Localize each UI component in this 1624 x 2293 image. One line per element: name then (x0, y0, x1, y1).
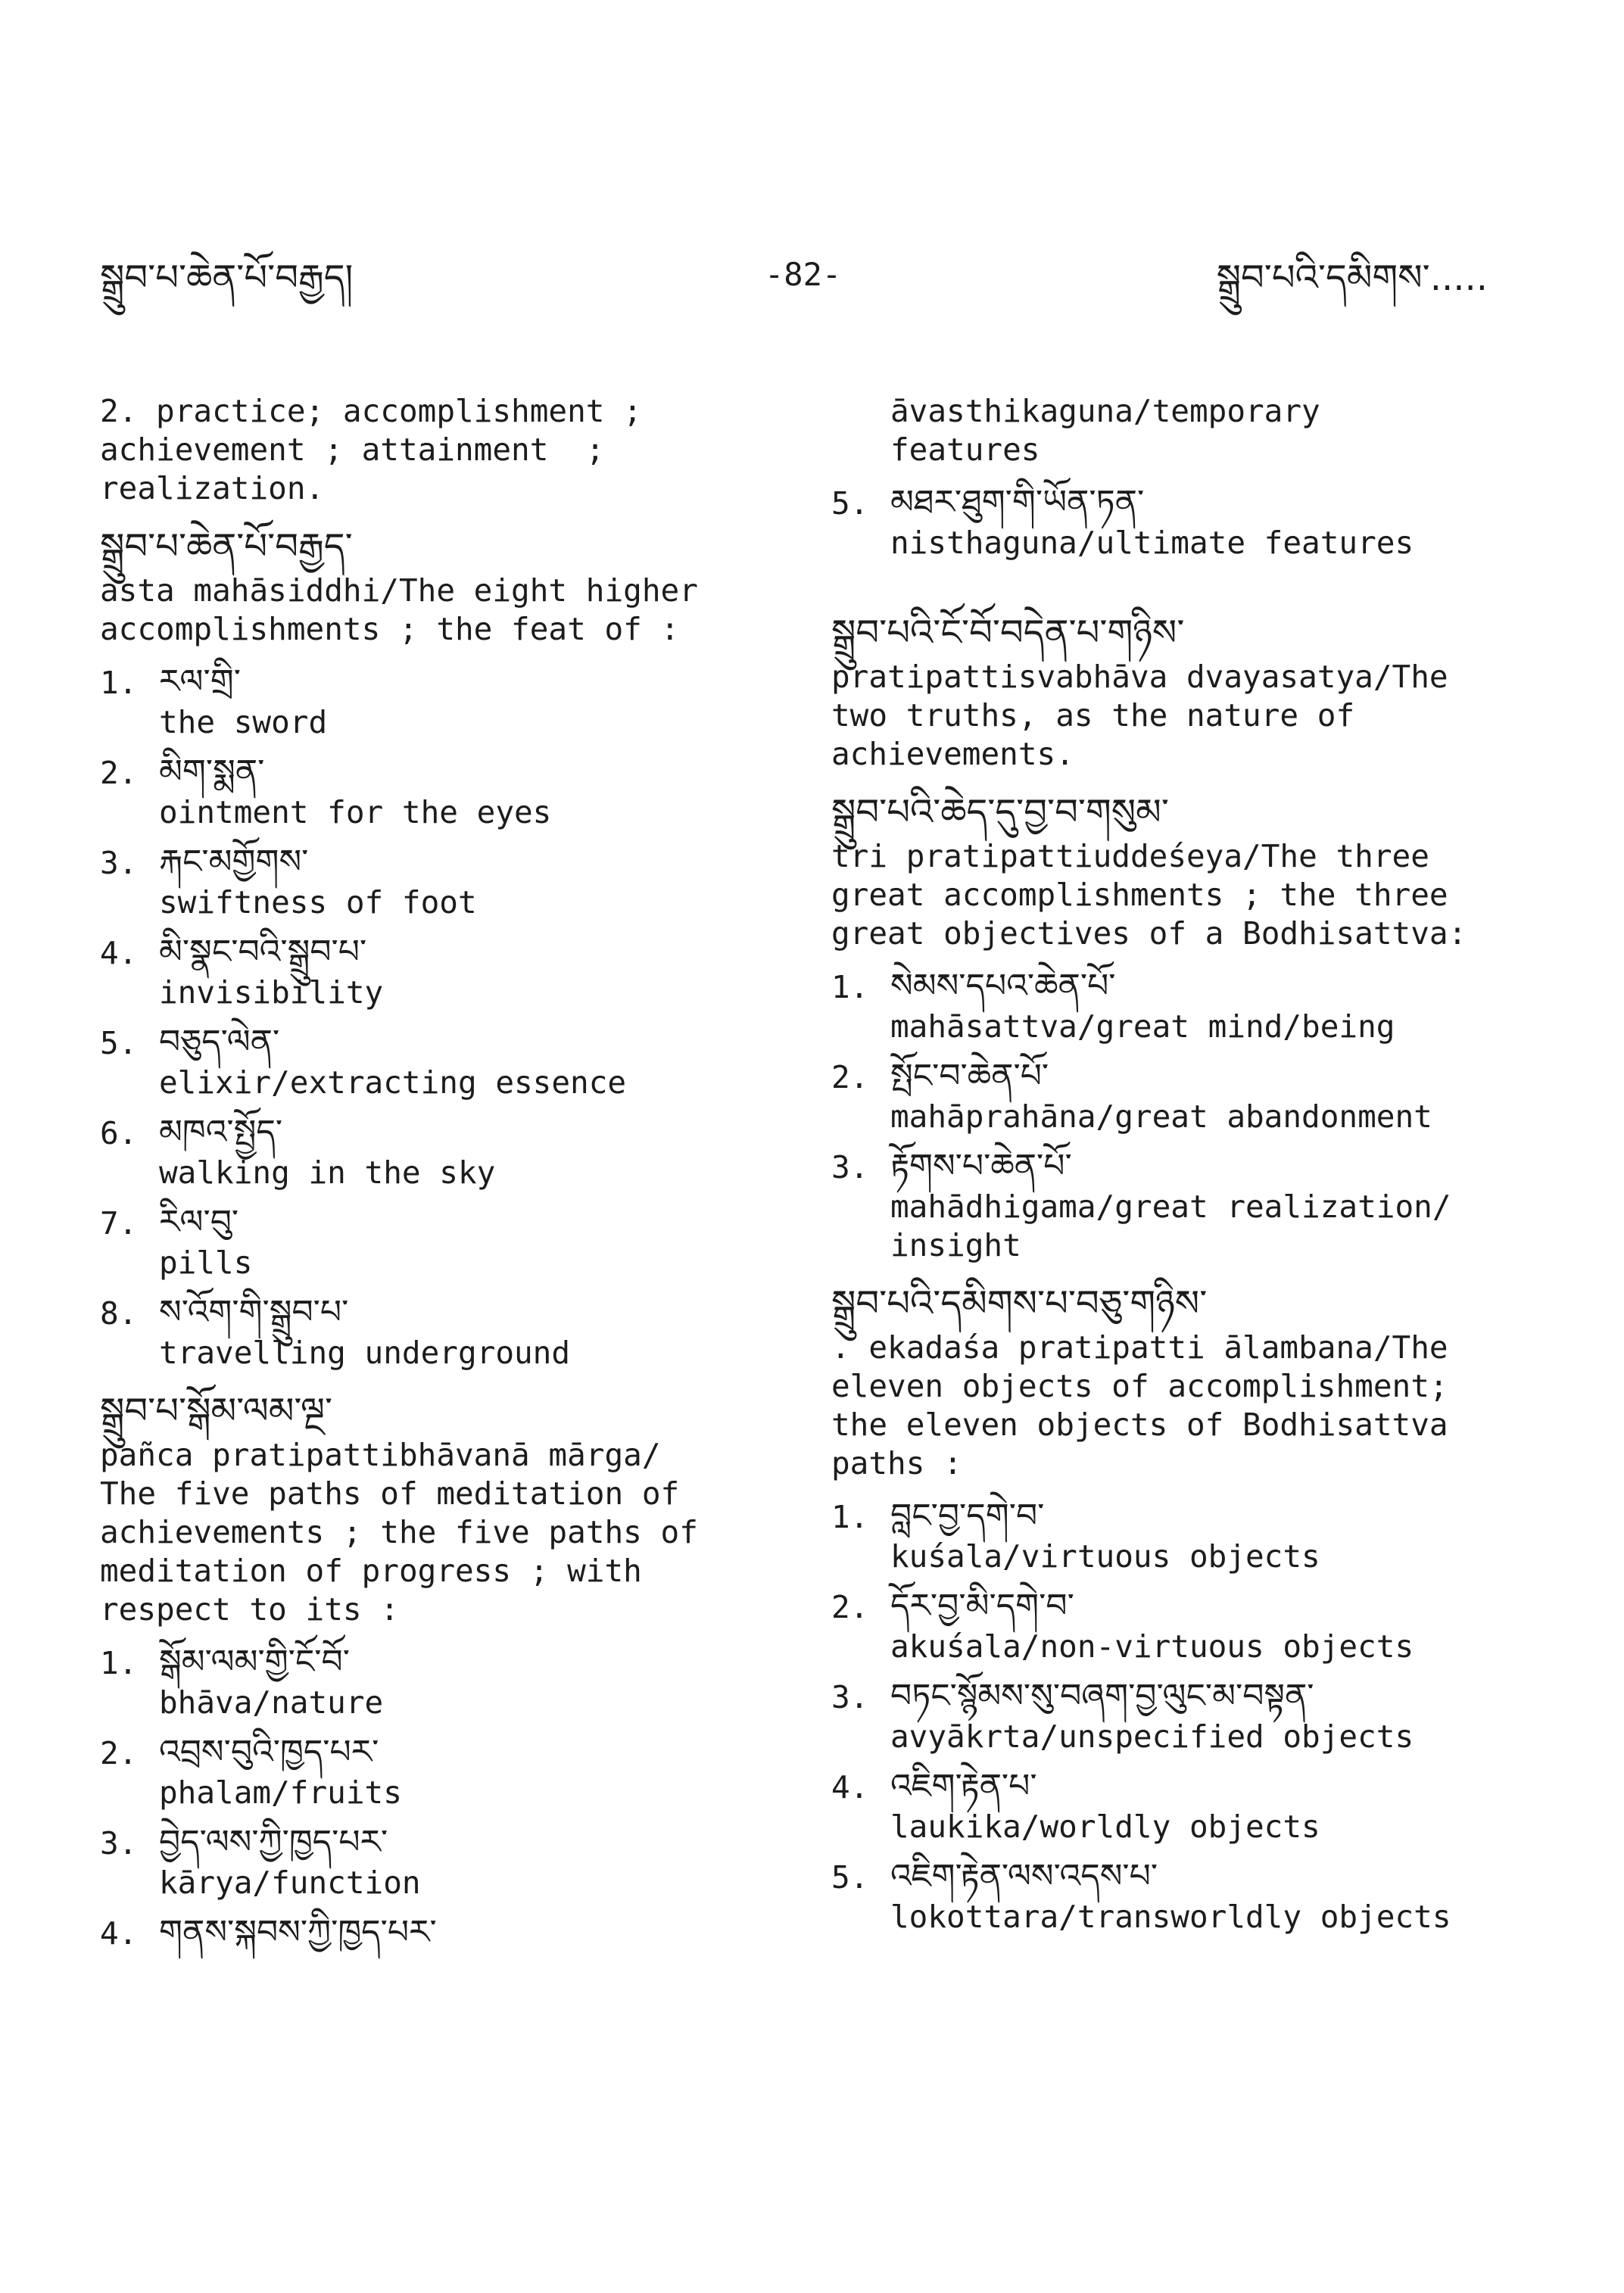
item-tibetan: རྐང་མགྱོགས་ (159, 843, 309, 881)
item-tibetan: སེམས་དཔའ་ཆེན་པོ་ (890, 967, 1116, 1005)
list-item (100, 661, 728, 742)
page-number: -82- (765, 256, 842, 293)
item-tibetan: འཇིག་རྟེན་པ་ (890, 1767, 1037, 1805)
list-item (100, 841, 728, 922)
list-item (100, 1911, 728, 1955)
item-tibetan: སྒོམ་ལམ་གྱི་ངོ་བོ་ (159, 1643, 350, 1681)
entry-headword: སྒྲུབ་པ་ཆེན་པོ་བརྒྱད་ (100, 525, 353, 568)
item-tibetan: སྤོང་བ་ཆེན་པོ་ (890, 1057, 1049, 1095)
entry-definition: achievements ; the five paths of (100, 1514, 698, 1550)
item-english: lokottara/transworldly objects (890, 1899, 1451, 1935)
entry-definition: pañca pratipattibhāvanā mārga/ (100, 1437, 661, 1473)
entry-definition: great accomplishments ; the three (831, 877, 1448, 913)
entry-definition: respect to its : (100, 1591, 399, 1628)
item-number: 4. (100, 1915, 138, 1952)
list-item (100, 1201, 728, 1282)
item-number: 5. (100, 1025, 138, 1061)
entry-headword: སྒྲུབ་པའི་ངོ་བོ་བདེན་པ་གཉིས་ (831, 612, 1185, 654)
entry-definition: paths : (831, 1445, 962, 1481)
item-tibetan: གནས་སྐབས་ཀྱི་ཁྱད་པར་ (159, 1913, 437, 1952)
item-number: 7. (100, 1205, 138, 1242)
item-tibetan: བླང་བྱ་དགེ་བ་ (890, 1497, 1045, 1535)
item-tibetan: དོར་བྱ་མི་དགེ་བ་ (890, 1587, 1074, 1625)
entry-headword: སྒྲུབ་པའི་ཆེད་དུ་བྱ་བ་གསུམ་ (831, 791, 1169, 833)
entry-headword: སྒྲུབ་པ་སྒོམ་ལམ་ལྔ་ (100, 1390, 333, 1432)
item-english: phalam/fruits (159, 1774, 402, 1811)
list-item (831, 1855, 1513, 1936)
item-tibetan: བཅུད་ལེན་ (159, 1023, 280, 1061)
item-number: 2. (831, 1059, 869, 1095)
running-head-right: སྒྲུབ་པའི་དམིགས་..... (1216, 257, 1488, 299)
item-number: 5. (831, 485, 869, 522)
item-english: nisthaguna/ultimate features (890, 525, 1414, 561)
item-number: 5. (831, 1859, 869, 1896)
list-item (100, 1291, 728, 1372)
list-item (100, 1021, 728, 1102)
item-number: 1. (100, 1645, 138, 1681)
item-tibetan: རྟོགས་པ་ཆེན་པོ་ (890, 1147, 1072, 1185)
item-number: 4. (831, 1769, 869, 1805)
continuation-line: features (890, 431, 1040, 468)
list-item (100, 1111, 728, 1192)
entry-definition: tri pratipattiuddeśeya/The three (831, 838, 1429, 874)
item-number: 2. (100, 755, 138, 791)
item-number: 4. (100, 935, 138, 971)
item-english: avyākrta/unspecified objects (890, 1718, 1414, 1755)
item-tibetan: རལ་གྲི་ (159, 662, 241, 701)
entry-definition: meditation of progress ; with (100, 1553, 642, 1589)
item-english: invisibility (159, 974, 384, 1011)
item-number: 1. (831, 1499, 869, 1535)
item-english: insight (890, 1227, 1021, 1263)
list-item (100, 751, 728, 832)
list-item (831, 1495, 1513, 1576)
list-item (100, 1641, 728, 1722)
item-tibetan: མཐར་ཐུག་གི་ཡོན་ཏན་ (890, 483, 1145, 522)
list-item (831, 1675, 1513, 1756)
entry-definition: asta mahāsiddhi/The eight higher (100, 572, 698, 609)
item-english: pills (159, 1245, 253, 1281)
item-number: 3. (100, 845, 138, 881)
item-english: swiftness of foot (159, 884, 477, 921)
list-item (831, 481, 1513, 562)
item-tibetan: རིལ་བུ་ (159, 1203, 239, 1242)
item-tibetan: མིག་སྨན་ (159, 752, 265, 791)
intro-line: 2. practice; accomplishment ; (100, 393, 642, 429)
entry-headword: སྒྲུབ་པའི་དམིགས་པ་བཅུ་གཉིས་ (831, 1282, 1208, 1325)
item-english: mahādhigama/great realization/ (890, 1189, 1451, 1225)
item-english: travelling underground (159, 1335, 571, 1371)
entry-definition: accomplishments ; the feat of : (100, 611, 680, 647)
item-number: 6. (100, 1115, 138, 1151)
entry-definition: the eleven objects of Bodhisattva (831, 1407, 1448, 1443)
list-item (100, 1821, 728, 1902)
item-tibetan: བྱེད་ལས་ཀྱི་ཁྱད་པར་ (159, 1823, 388, 1862)
entry-definition: great objectives of a Bodhisattva: (831, 915, 1467, 952)
item-number: 1. (831, 969, 869, 1005)
item-number: 3. (100, 1825, 138, 1862)
list-item (831, 1145, 1513, 1265)
item-english: laukika/worldly objects (890, 1809, 1320, 1845)
list-item (831, 1055, 1513, 1136)
item-number: 1. (100, 665, 138, 701)
item-english: mahāprahāna/great abandonment (890, 1098, 1432, 1135)
item-tibetan: འཇིག་རྟེན་ལས་འདས་པ་ (890, 1857, 1158, 1896)
list-item (100, 931, 728, 1012)
intro-line: achievement ; attainment ; (100, 431, 605, 468)
item-english: kārya/function (159, 1865, 421, 1901)
intro-line: realization. (100, 470, 325, 506)
list-item (831, 965, 1513, 1046)
item-tibetan: འབྲས་བུའི་ཁྱད་པར་ (159, 1733, 379, 1771)
item-english: ointment for the eyes (159, 794, 552, 830)
list-item (100, 1731, 728, 1812)
item-english: kuśala/virtuous objects (890, 1538, 1320, 1575)
item-number: 2. (100, 1735, 138, 1771)
list-item (831, 1585, 1513, 1666)
item-number: 2. (831, 1589, 869, 1625)
entry-definition: pratipattisvabhāva dvayasatya/The (831, 659, 1448, 695)
entry-definition: achievements. (831, 736, 1074, 772)
entry-definition: . ekadaśa pratipatti ālambana/The (831, 1329, 1448, 1366)
item-english: the sword (159, 704, 328, 740)
item-english: walking in the sky (159, 1154, 496, 1191)
item-english: bhāva/nature (159, 1684, 384, 1721)
item-number: 3. (831, 1149, 869, 1185)
entry-definition: eleven objects of accomplishment; (831, 1368, 1448, 1404)
right-column (831, 392, 1513, 1946)
item-tibetan: མཁའ་སྤྱོད་ (159, 1113, 283, 1151)
continuation-line: āvasthikaguna/temporary (890, 393, 1320, 429)
item-tibetan: ས་འོག་གི་སྒྲུབ་པ་ (159, 1293, 349, 1332)
item-english: elixir/extracting essence (159, 1064, 627, 1101)
item-english: mahāsattva/great mind/being (890, 1008, 1395, 1045)
left-column (100, 392, 728, 1964)
entry-definition: The five paths of meditation of (100, 1475, 680, 1512)
item-number: 3. (831, 1679, 869, 1715)
item-english: akuśala/non-virtuous objects (890, 1628, 1414, 1665)
list-item (831, 1765, 1513, 1846)
item-tibetan: མི་སྣང་བའི་སྒྲུབ་པ་ (159, 933, 367, 971)
entry-definition: two truths, as the nature of (831, 697, 1355, 734)
item-number: 8. (100, 1295, 138, 1332)
running-head-left: སྒྲུབ་པ་ཆེན་པོ་བརྒྱད། (100, 257, 354, 299)
item-tibetan: བཏང་སྙོམས་སུ་བཞག་བྱ་ལུང་མ་བསྟན་ (890, 1677, 1314, 1715)
